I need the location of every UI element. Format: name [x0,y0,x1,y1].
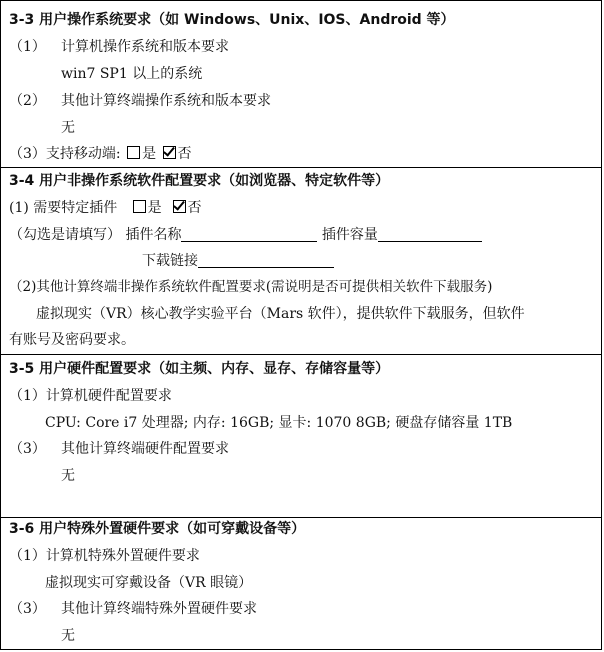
q2-answer-line2: 有账号及密码要求。 [9,332,135,348]
mobile-support-label: （3）支持移动端: [9,146,121,162]
section-peripheral-requirements [1,517,601,649]
section-title: 3-6 用户特殊外置硬件要求（如可穿戴设备等） [9,521,306,537]
plugin-required-label: (1) 需要特定插件 [9,200,118,216]
no-checkbox[interactable] [173,200,186,213]
section-title: 3-3 用户操作系统要求（如 Windows、Unix、IOS、Android 等） [9,12,455,28]
q1-answer: 虚拟现实可穿戴设备（VR 眼镜） [45,575,253,591]
q1-answer: CPU: Core i7 处理器; 内存: 16GB; 显卡: 1070 8GB; 硬盘存储容量 1TB [45,415,513,431]
q2-label: 其他计算终端硬件配置要求 [61,441,229,457]
yes-checkbox[interactable] [127,146,140,159]
download-link-field[interactable] [198,253,334,268]
q2-answer: 无 [61,468,75,484]
q2-label: 其他计算终端特殊外置硬件要求 [61,601,257,617]
q1-label: （1）计算机特殊外置硬件要求 [9,548,200,564]
download-link-label: 下载链接 [142,253,198,269]
plugin-required-row [9,198,202,218]
yes-checkbox[interactable] [133,200,146,213]
mobile-support-row [9,144,192,164]
q2-answer-line1: 虚拟现实（VR）核心教学实验平台（Mars 软件），提供软件下载服务，但软件 [36,306,525,322]
no-label: 否 [177,146,192,162]
q1-label: （1）计算机硬件配置要求 [9,388,172,404]
plugin-size-field[interactable] [378,227,482,242]
plugin-size-label: 插件容量 [321,227,378,243]
q2-number: （3） [9,441,46,457]
q2-answer: 无 [61,628,75,644]
q1-number: （1） [9,39,46,55]
yes-label: 是 [142,146,157,162]
section-software-requirements [1,167,601,355]
q1-label: 计算机操作系统和版本要求 [61,39,229,55]
q2-label: （2)其他计算终端非操作系统软件配置要求(需说明是否可提供相关软件下载服务) [9,279,493,295]
plugin-info-row [9,225,482,245]
no-checkbox[interactable] [163,146,176,159]
section-title: 3-4 用户非操作系统软件配置要求（如浏览器、特定软件等） [9,173,390,189]
download-row [142,251,334,271]
q2-number: （2） [9,93,46,109]
q2-answer: 无 [61,120,75,136]
plugin-name-field[interactable] [181,227,317,242]
section-os-requirements [1,1,601,168]
fill-note: （勾选是请填写） [9,227,121,243]
q2-number: （3） [9,601,46,617]
section-title: 3-5 用户硬件配置要求（如主频、内存、显存、存储容量等） [9,361,390,377]
section-hardware-requirements [1,354,601,518]
yes-label: 是 [147,200,162,216]
q1-answer: win7 SP1 以上的系统 [61,66,203,82]
no-label: 否 [187,200,202,216]
plugin-name-label: 插件名称 [125,227,182,243]
q2-label: 其他计算终端操作系统和版本要求 [61,93,271,109]
